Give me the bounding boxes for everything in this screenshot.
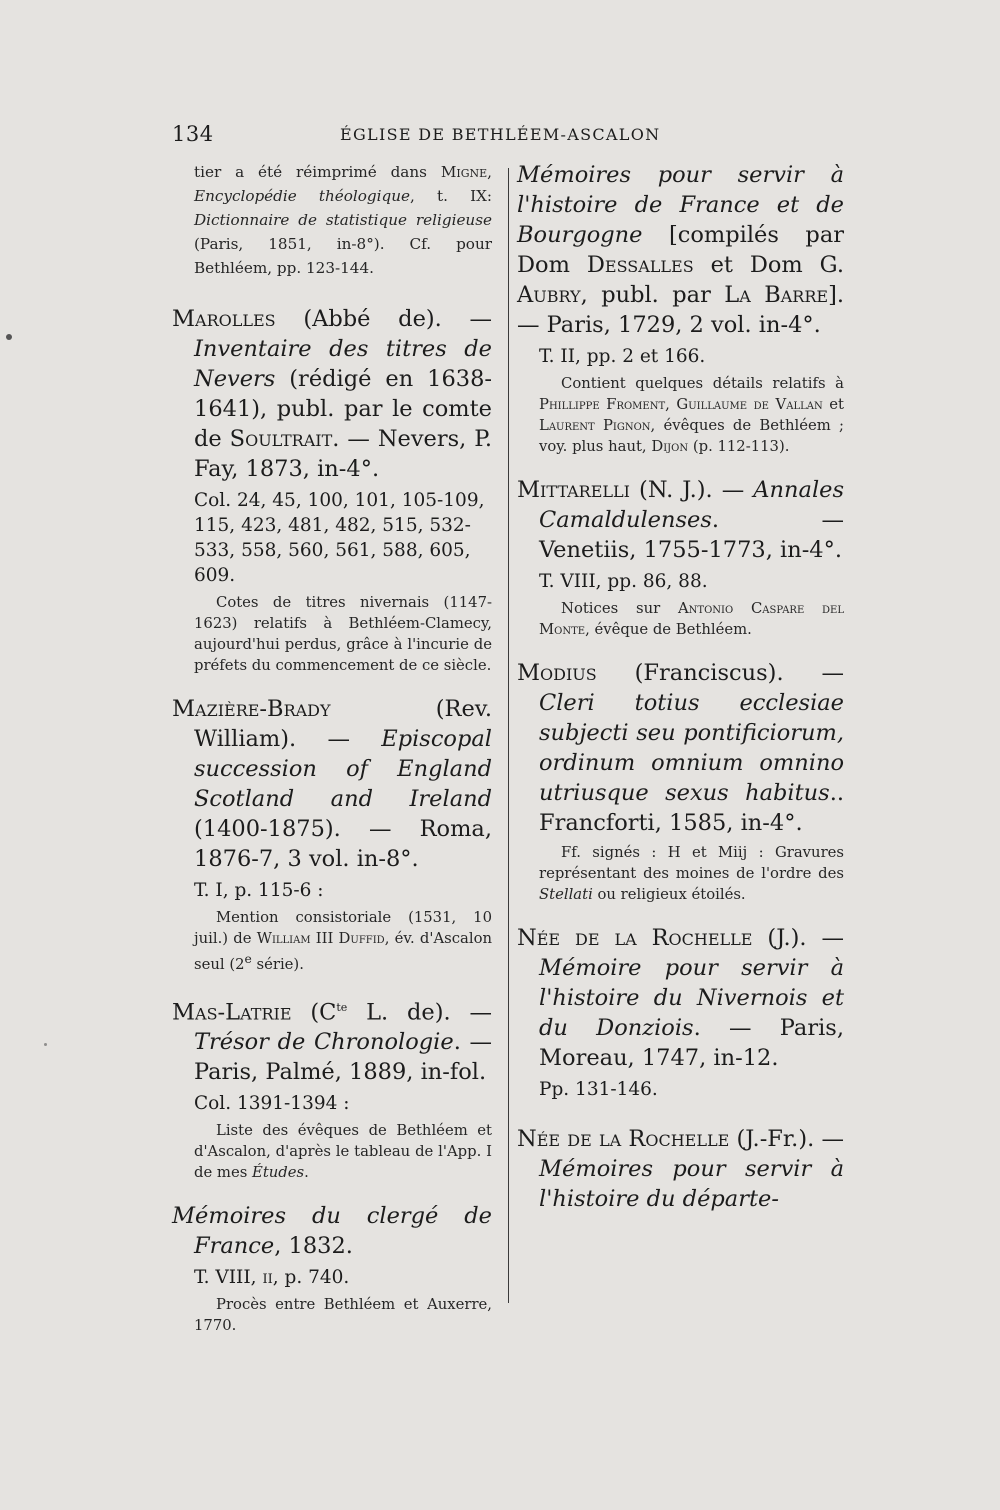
work-title: Inventaire des titres de Nevers	[194, 336, 492, 392]
running-title: ÉGLISE DE BETHLÉEM-ASCALON	[340, 125, 661, 144]
citation: Pp. 131-146.	[539, 1079, 658, 1100]
work-title: Cleri totius ecclesiae subjecti seu pontificiorum, ordinum omnium omnino utriusque sexus habitus	[539, 690, 844, 806]
page-number: 134	[172, 122, 214, 146]
entry-heading: Mémoires pour servir à l'histoire de France et de Bourgogne [compilés par Dom Dessalles et Dom G. Aubry, publ. par La Barre]. — Paris, 1729, 2 vol. in-4°.	[517, 162, 845, 338]
entry-maziere-brady	[172, 694, 492, 975]
citation: T. VIII, pp. 86, 88.	[539, 571, 708, 592]
entry-mittarelli	[517, 475, 844, 640]
citation: T. II, pp. 2 et 166.	[539, 346, 706, 367]
work-title: Trésor de Chronologie	[194, 1029, 454, 1056]
entry-modius	[517, 658, 844, 905]
work-title: Annales Camaldulenses	[539, 477, 844, 533]
entry-heading: Mazière-Brady (Rev. William). — Episcopal succession of England Scotland and Ireland (1400-1875). — Roma, 1876-7, 3 vol. in-8°.	[172, 696, 492, 872]
author-name: Marolles	[172, 306, 276, 332]
work-title: Mémoires du clergé de France	[172, 1203, 492, 1260]
entry-heading: Mémoires du clergé de France, 1832.	[172, 1203, 492, 1260]
author-name: Née de la Rochelle	[517, 1126, 730, 1152]
column-divider	[508, 168, 509, 1303]
annotation: Ff. signés : H et Miij : Gravures représentant des moines de l'ordre des Stellati ou religieux étoilés.	[539, 844, 844, 903]
entry-memoires-bourgogne	[517, 160, 844, 457]
right-column	[517, 160, 844, 1214]
annotation: Notices sur Antonio Caspare del Monte, évêque de Bethléem.	[539, 600, 845, 638]
entry-heading: Mittarelli (N. J.). — Annales Camaldulenses. — Venetiis, 1755-1773, in-4°.	[517, 477, 844, 563]
annotation: Cotes de titres nivernais (1147-1623) relatifs à Bethléem-Clamecy, aujourd'hui perdus, grâce à l'incurie de préfets du commencement de ce siècle.	[194, 594, 492, 674]
continuation-note: tier a été réimprimé dans Migne, Encyclopédie théologique, t. IX: Dictionnaire de statistique religieuse (Paris, 1851, in-8°). Cf. pour Bethléem, pp. 123-144.	[194, 163, 493, 277]
annotation: Contient quelques détails relatifs à Phillippe Froment, Guillaume de Vallan et Laurent Pignon, évêques de Bethléem ; voy. plus haut, Dijon (p. 112-113).	[539, 375, 844, 455]
entry-heading: Née de la Rochelle (J.). — Mémoire pour servir à l'histoire du Nivernois et du Donziois. — Paris, Moreau, 1747, in-12.	[517, 925, 845, 1071]
entry-nee-de-la-rochelle-1	[517, 923, 844, 1102]
annotation: Liste des évêques de Bethléem et d'Ascalon, d'après le tableau de l'App. I de mes Études.	[194, 1122, 492, 1182]
entry-nee-de-la-rochelle-2	[517, 1124, 844, 1214]
entry-heading: Marolles (Abbé de). — Inventaire des titres de Nevers (rédigé en 1638-1641), publ. par le comte de Soultrait. — Nevers, P. Fay, 1873, in-4°.	[172, 306, 492, 482]
left-column	[172, 160, 492, 1336]
author-name: Mas-Latrie	[172, 999, 292, 1026]
annotation: Mention consistoriale (1531, 10 juil.) de William III Duffid, év. d'Ascalon seul (2e série).	[194, 909, 493, 973]
citation: T. I, p. 115-6 :	[194, 880, 324, 901]
author-name: Née de la Rochelle	[517, 925, 753, 951]
entry-heading: Née de la Rochelle (J.-Fr.). — Mémoires pour servir à l'histoire du départe-	[517, 1126, 844, 1212]
entry-heading: Mas-Latrie ($C^{te}$ L. de). — Trésor de Chronologie. — Paris, Palmé, 1889, in-fol.	[172, 999, 493, 1086]
citation: Col. 1391-1394 :	[194, 1093, 350, 1115]
author-name: Mittarelli	[517, 477, 630, 503]
author-name: Modius	[517, 660, 597, 686]
citation: Col. 24, 45, 100, 101, 105-109, 115, 423, 481, 482, 515, 532-533, 558, 560, 561, 588, 605, 609.	[194, 490, 485, 586]
entry-mas-latrie	[172, 993, 492, 1184]
author-name: Mazière-Brady	[172, 696, 331, 722]
entry-heading: Modius (Franciscus). — Cleri totius ecclesiae subjecti seu pontificiorum, ordinum omnium omnino utriusque sexus habitus.. Francforti, 1585, in-4°.	[517, 660, 844, 836]
running-head	[172, 122, 844, 148]
work-title: Mémoire pour servir à l'histoire du Nivernois et du Donziois	[539, 955, 844, 1041]
annotation: Procès entre Bethléem et Auxerre, 1770.	[194, 1296, 492, 1335]
print-speck	[44, 1043, 47, 1046]
work-title: Mémoires pour servir à l'histoire du départe-	[539, 1156, 844, 1212]
work-title: Mémoires pour servir à l'histoire de France et de Bourgogne	[517, 162, 844, 248]
entry-marolles	[172, 304, 492, 676]
citation: T. VIII, ii, p. 740.	[194, 1267, 350, 1289]
work-title: Episcopal succession of England Scotland and Ireland	[194, 726, 492, 812]
entry-memoires-clerge	[172, 1201, 492, 1336]
print-speck	[6, 334, 12, 340]
